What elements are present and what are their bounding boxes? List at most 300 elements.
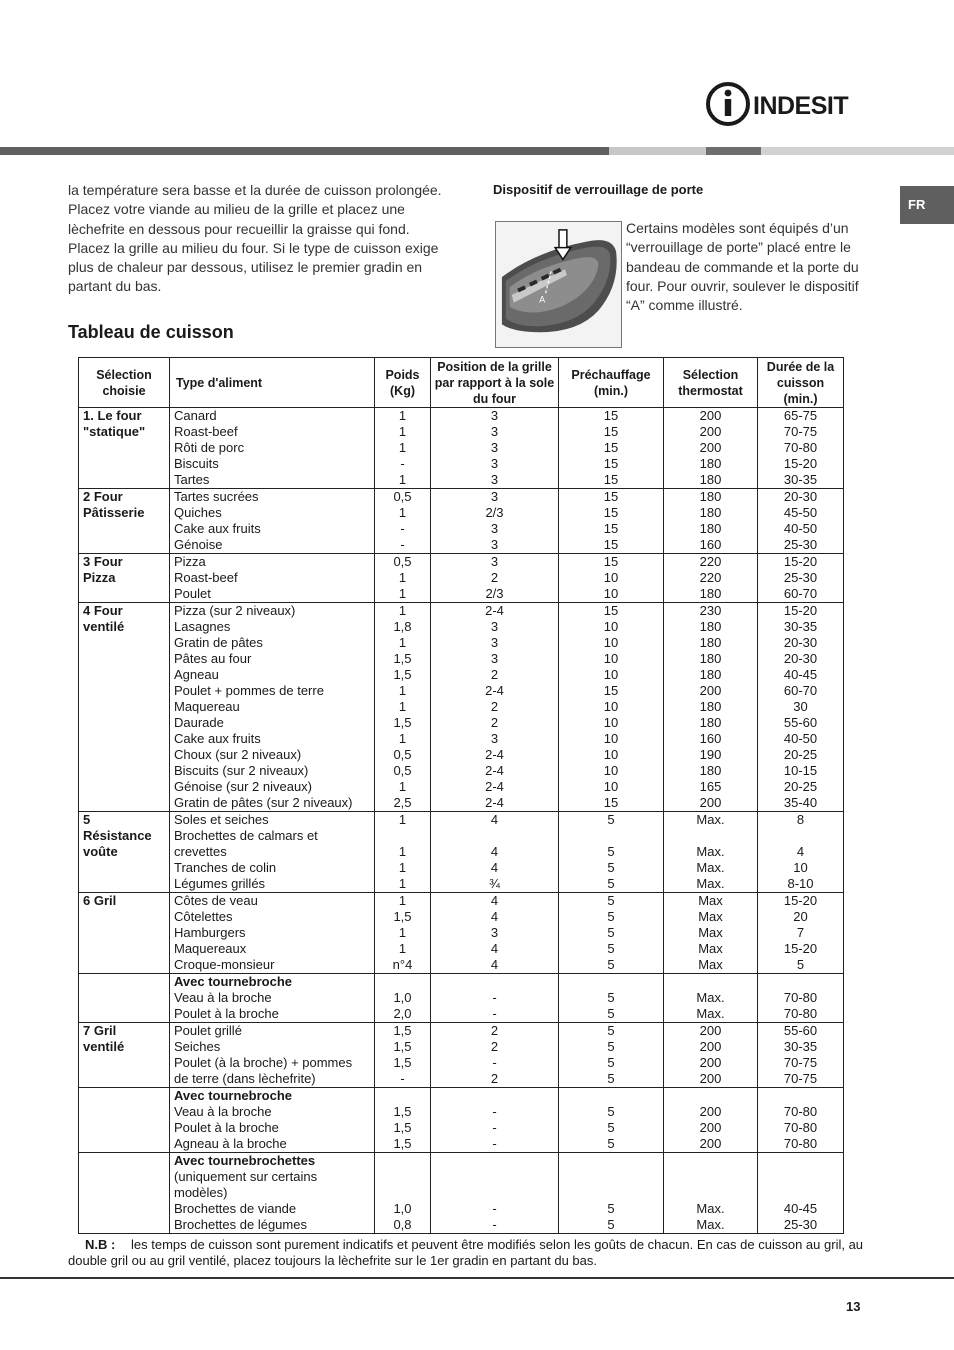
duration-value: 20 xyxy=(793,909,808,924)
weight-value: 1 xyxy=(398,731,407,746)
thermostat-value: Max. xyxy=(696,990,725,1005)
cell-food xyxy=(170,408,375,489)
preheat-value: 10 xyxy=(603,779,619,794)
position-value: ¾ xyxy=(489,876,500,891)
header-duration: Durée de la cuisson (min.) xyxy=(758,358,844,408)
position-value: 4 xyxy=(490,941,499,956)
preheat-value: 5 xyxy=(607,1104,615,1119)
duration-value: 8-10 xyxy=(787,876,814,891)
preheat-value: 10 xyxy=(603,715,619,730)
food-value: Roast-beef xyxy=(174,424,238,439)
mode-line: ventilé xyxy=(83,619,125,634)
position-value: 2-4 xyxy=(485,795,504,810)
preheat-value: 5 xyxy=(607,893,615,908)
sub-header: Avec tournebroche xyxy=(174,974,292,989)
duration-value: 15-20 xyxy=(783,941,818,956)
thermostat-value: 200 xyxy=(699,1071,722,1086)
position-value: 3 xyxy=(490,472,499,487)
position-value: 2 xyxy=(490,1023,499,1038)
mode-line: 3 Four xyxy=(83,554,123,569)
weight-value: 1,5 xyxy=(393,715,412,730)
preheat-value: 5 xyxy=(607,941,615,956)
weight-value: 1 xyxy=(398,603,407,618)
weight-value: 1,5 xyxy=(393,1039,412,1054)
position-value: 3 xyxy=(490,408,499,423)
food-value: Veau à la broche xyxy=(174,990,272,1005)
thermostat-value: 180 xyxy=(699,472,722,487)
duration-value: 20-30 xyxy=(783,635,818,650)
food-value: Rôti de porc xyxy=(174,440,245,455)
preheat-value: 5 xyxy=(607,1217,615,1232)
weight-value: 0,5 xyxy=(393,747,412,762)
thermostat-value: 180 xyxy=(699,521,722,536)
mode-line: 1. Le four xyxy=(83,408,142,423)
food-value: Roast-beef xyxy=(174,570,238,585)
thermostat-value: 200 xyxy=(699,1023,722,1038)
table-row xyxy=(79,974,844,1023)
cell-thermostat xyxy=(664,1153,758,1234)
thermostat-value: 200 xyxy=(699,1120,722,1135)
duration-value: 70-80 xyxy=(783,1120,818,1135)
position-value: 3 xyxy=(490,651,499,666)
weight-value: 1,0 xyxy=(393,990,412,1005)
duration-value: 60-70 xyxy=(783,683,818,698)
food-value: Choux (sur 2 niveaux) xyxy=(174,747,302,762)
weight-value: 2,5 xyxy=(393,795,412,810)
position-value: 2-4 xyxy=(485,747,504,762)
cell-position xyxy=(431,1023,559,1088)
cell-position xyxy=(431,812,559,893)
food-value: crevettes xyxy=(174,844,227,859)
weight-value: n°4 xyxy=(392,957,413,972)
cell-mode xyxy=(79,603,170,812)
preheat-value: 5 xyxy=(607,1023,615,1038)
thermostat-value: Max. xyxy=(696,876,725,891)
preheat-value xyxy=(563,1169,659,1185)
food-value: Cake aux fruits xyxy=(174,731,261,746)
thermostat-value: 180 xyxy=(699,715,722,730)
position-value: - xyxy=(492,990,497,1005)
cell-thermostat xyxy=(664,893,758,974)
preheat-value: 5 xyxy=(607,909,615,924)
food-value: Pizza (sur 2 niveaux) xyxy=(174,603,296,618)
cell-duration xyxy=(758,1153,844,1234)
cell-position xyxy=(431,1088,559,1153)
cell-position xyxy=(431,974,559,1023)
thermostat-value xyxy=(668,828,753,844)
mode-line: 6 Gril xyxy=(83,893,117,908)
cell-weight xyxy=(375,1023,431,1088)
table-row xyxy=(79,893,844,974)
preheat-value: 5 xyxy=(607,812,615,827)
position-value: 2-4 xyxy=(485,763,504,778)
spacer-line xyxy=(379,1153,426,1169)
table-header-row xyxy=(79,358,844,408)
table-row xyxy=(79,489,844,554)
cell-preheat xyxy=(559,1088,664,1153)
indesit-logo xyxy=(706,80,872,128)
food-value: Tartes xyxy=(174,472,210,487)
cell-food xyxy=(170,812,375,893)
food-value: Côtes de veau xyxy=(174,893,258,908)
language-tab: FR xyxy=(900,186,954,224)
cell-food xyxy=(170,1088,375,1153)
brand-name: INDESIT xyxy=(753,92,849,120)
cell-duration xyxy=(758,554,844,603)
table-row xyxy=(79,408,844,489)
duration-value: 8 xyxy=(796,812,805,827)
thermostat-value: 160 xyxy=(699,537,722,552)
position-value: 3 xyxy=(490,635,499,650)
duration-value: 5 xyxy=(796,957,805,972)
cell-thermostat xyxy=(664,1088,758,1153)
position-value: 3 xyxy=(490,521,499,536)
cell-weight xyxy=(375,489,431,554)
cell-food xyxy=(170,489,375,554)
duration-value: 20-25 xyxy=(783,779,818,794)
preheat-value: 10 xyxy=(603,619,619,634)
duration-value: 40-50 xyxy=(783,731,818,746)
lock-label-a: A xyxy=(539,294,546,305)
cell-food xyxy=(170,1153,375,1234)
cell-duration xyxy=(758,974,844,1023)
thermostat-value: Max xyxy=(698,909,723,924)
thermostat-value: 180 xyxy=(699,651,722,666)
weight-value: 1 xyxy=(398,779,407,794)
mode-line: voûte xyxy=(83,844,118,859)
duration-value: 40-45 xyxy=(783,667,818,682)
header-preheat: Préchauffage (min.) xyxy=(559,358,664,408)
position-value: 3 xyxy=(490,619,499,634)
page-number: 13 xyxy=(846,1299,861,1314)
spacer-line xyxy=(435,974,554,990)
duration-value: 70-80 xyxy=(783,440,818,455)
weight-value: 1 xyxy=(398,844,407,859)
thermostat-value: 160 xyxy=(699,731,722,746)
duration-value: 70-75 xyxy=(783,424,818,439)
cell-food xyxy=(170,554,375,603)
thermostat-value xyxy=(668,1169,753,1185)
spacer-line xyxy=(379,1088,426,1104)
food-value: Croque-monsieur xyxy=(174,957,275,972)
table-row xyxy=(79,1088,844,1153)
food-value: de terre (dans lèchefrite) xyxy=(174,1071,316,1086)
cell-position xyxy=(431,893,559,974)
food-value: Biscuits xyxy=(174,456,219,471)
cell-duration xyxy=(758,893,844,974)
duration-value: 70-75 xyxy=(783,1055,818,1070)
preheat-value: 5 xyxy=(607,876,615,891)
preheat-value: 15 xyxy=(603,554,619,569)
weight-value xyxy=(379,828,426,844)
food-value: Brochettes de légumes xyxy=(174,1217,307,1232)
cell-mode xyxy=(79,1023,170,1088)
position-value: 2/3 xyxy=(485,505,504,520)
cell-preheat xyxy=(559,554,664,603)
cell-food xyxy=(170,1023,375,1088)
thermostat-value: 180 xyxy=(699,489,722,504)
duration-value xyxy=(762,1185,839,1201)
door-lock-text: Certains modèles sont équipés d’un “verrouillage de porte” placé entre le bandeau de commande et la porte du four. Pour ouvrir, soulever le dispositif “A” comme illustré. xyxy=(626,220,859,314)
position-value: 3 xyxy=(490,554,499,569)
cell-thermostat xyxy=(664,974,758,1023)
weight-value: 1,5 xyxy=(393,651,412,666)
table-row xyxy=(79,554,844,603)
duration-value: 35-40 xyxy=(783,795,818,810)
food-value: Canard xyxy=(174,408,217,423)
duration-value xyxy=(762,1169,839,1185)
duration-value: 70-80 xyxy=(783,1136,818,1151)
weight-value: - xyxy=(400,456,405,471)
cell-thermostat xyxy=(664,1023,758,1088)
food-value: Cake aux fruits xyxy=(174,521,261,536)
weight-value: 1 xyxy=(398,505,407,520)
food-value: Seiches xyxy=(174,1039,221,1054)
thermostat-value: 200 xyxy=(699,683,722,698)
spacer-line xyxy=(668,974,753,990)
duration-value: 30-35 xyxy=(783,1039,818,1054)
weight-value: 1 xyxy=(398,893,407,908)
weight-value xyxy=(379,1169,426,1185)
mode-line: ventilé xyxy=(83,1039,125,1054)
preheat-value: 10 xyxy=(603,651,619,666)
header-mode: Sélection choisie xyxy=(79,358,170,408)
food-value: Agneau à la broche xyxy=(174,1136,287,1151)
footer-rule xyxy=(0,1277,954,1279)
weight-value: 0,5 xyxy=(393,763,412,778)
cell-weight xyxy=(375,893,431,974)
weight-value: 1 xyxy=(398,408,407,423)
thermostat-value: 200 xyxy=(699,1136,722,1151)
position-value: - xyxy=(492,1104,497,1119)
cell-duration xyxy=(758,603,844,812)
preheat-value xyxy=(563,828,659,844)
door-lock-title: Dispositif de verrouillage de porte xyxy=(493,182,704,197)
preheat-value: 10 xyxy=(603,586,619,601)
food-value: Brochettes de viande xyxy=(174,1201,297,1216)
mode-line: Pâtisserie xyxy=(83,505,145,520)
thermostat-value: 230 xyxy=(699,603,722,618)
duration-value: 70-80 xyxy=(783,1006,818,1021)
cell-food xyxy=(170,603,375,812)
preheat-value: 15 xyxy=(603,683,619,698)
cell-duration xyxy=(758,812,844,893)
cell-thermostat xyxy=(664,408,758,489)
duration-value: 55-60 xyxy=(783,1023,818,1038)
position-value: 2-4 xyxy=(485,779,504,794)
position-value: 3 xyxy=(490,537,499,552)
header-weight: Poids (Kg) xyxy=(375,358,431,408)
duration-value: 65-75 xyxy=(783,408,818,423)
thermostat-value: Max xyxy=(698,957,723,972)
preheat-value: 5 xyxy=(607,860,615,875)
duration-value: 25-30 xyxy=(783,537,818,552)
preheat-value: 5 xyxy=(607,925,615,940)
sub-header: Avec tournebrochettes xyxy=(174,1153,316,1168)
spacer-line xyxy=(762,1153,839,1169)
food-value: Pizza xyxy=(174,554,206,569)
thermostat-value: 180 xyxy=(699,635,722,650)
duration-value: 30-35 xyxy=(783,472,818,487)
thermostat-value: 220 xyxy=(699,570,722,585)
spacer-line xyxy=(563,974,659,990)
position-value: 4 xyxy=(490,860,499,875)
thermostat-value: 180 xyxy=(699,667,722,682)
thermostat-value: 200 xyxy=(699,424,722,439)
preheat-value: 15 xyxy=(603,505,619,520)
header-thermostat: Sélection thermostat xyxy=(664,358,758,408)
preheat-value: 15 xyxy=(603,537,619,552)
position-value: 4 xyxy=(490,812,499,827)
thermostat-value: 180 xyxy=(699,763,722,778)
food-value: Poulet à la broche xyxy=(174,1120,279,1135)
preheat-value: 15 xyxy=(603,521,619,536)
position-value: 3 xyxy=(490,925,499,940)
food-value: Légumes grillés xyxy=(174,876,266,891)
preheat-value: 5 xyxy=(607,1136,615,1151)
food-value: Poulet (à la broche) + pommes xyxy=(174,1055,353,1070)
weight-value: 1 xyxy=(398,860,407,875)
cell-food xyxy=(170,893,375,974)
position-value: 2 xyxy=(490,1039,499,1054)
thermostat-value: 165 xyxy=(699,779,722,794)
position-value: 2 xyxy=(490,1071,499,1086)
cell-thermostat xyxy=(664,812,758,893)
duration-value: 25-30 xyxy=(783,1217,818,1232)
duration-value: 4 xyxy=(796,844,805,859)
food-value: Biscuits (sur 2 niveaux) xyxy=(174,763,309,778)
weight-value: 1,5 xyxy=(393,667,412,682)
cell-preheat xyxy=(559,603,664,812)
duration-value: 10 xyxy=(793,860,808,875)
weight-value: 1,5 xyxy=(393,1104,412,1119)
preheat-value: 15 xyxy=(603,489,619,504)
food-value: Génoise (sur 2 niveaux) xyxy=(174,779,313,794)
food-value: Côtelettes xyxy=(174,909,233,924)
position-value: 2-4 xyxy=(485,603,504,618)
food-value: Poulet à la broche xyxy=(174,1006,279,1021)
thermostat-value: 180 xyxy=(699,505,722,520)
duration-value: 20-30 xyxy=(783,489,818,504)
duration-value: 55-60 xyxy=(783,715,818,730)
spacer-line xyxy=(563,1153,659,1169)
cell-mode xyxy=(79,1088,170,1153)
thermostat-value xyxy=(668,1185,753,1201)
food-value: Maquereau xyxy=(174,699,240,714)
intro-paragraph: la température sera basse et la durée de cuisson prolongée. Placez votre viande au milieu de la grille et placez une lèchefrite en dessous pour recueillir la graisse qui fond. Placez la grille au milieu du four. Si le type de cuisson exige plus de chaleur par dessous, utilisez le premier gradin en partant du bas. xyxy=(68,182,442,295)
spacer-line xyxy=(668,1153,753,1169)
preheat-value: 15 xyxy=(603,408,619,423)
table-row xyxy=(79,603,844,812)
thermostat-value: Max. xyxy=(696,1006,725,1021)
preheat-value: 5 xyxy=(607,1006,615,1021)
preheat-value: 5 xyxy=(607,1120,615,1135)
cell-mode xyxy=(79,489,170,554)
position-value xyxy=(435,828,554,844)
cell-position xyxy=(431,408,559,489)
food-value: Agneau xyxy=(174,667,219,682)
preheat-value: 10 xyxy=(603,699,619,714)
food-value: Poulet grillé xyxy=(174,1023,242,1038)
header-position: Position de la grille par rapport à la sole du four xyxy=(431,358,559,408)
food-value: Brochettes de calmars et xyxy=(174,828,318,843)
table-row xyxy=(79,1023,844,1088)
position-value: - xyxy=(492,1006,497,1021)
weight-value: 0,5 xyxy=(393,554,412,569)
position-value: - xyxy=(492,1055,497,1070)
position-value xyxy=(435,1185,554,1201)
food-value: Poulet xyxy=(174,586,211,601)
weight-value: 1,5 xyxy=(393,1023,412,1038)
preheat-value: 15 xyxy=(603,456,619,471)
cell-mode xyxy=(79,893,170,974)
spacer-line xyxy=(435,1153,554,1169)
preheat-value: 15 xyxy=(603,603,619,618)
thermostat-value: 200 xyxy=(699,795,722,810)
thermostat-value: Max. xyxy=(696,860,725,875)
weight-value: 1 xyxy=(398,635,407,650)
food-value: Tartes sucrées xyxy=(174,489,259,504)
weight-value: 1,0 xyxy=(393,1201,412,1216)
thermostat-value: Max. xyxy=(696,844,725,859)
preheat-value: 5 xyxy=(607,1055,615,1070)
thermostat-value: 180 xyxy=(699,586,722,601)
cell-mode xyxy=(79,408,170,489)
duration-value: 15-20 xyxy=(783,456,818,471)
thermostat-value: Max xyxy=(698,941,723,956)
position-value: - xyxy=(492,1201,497,1216)
thermostat-value: Max xyxy=(698,893,723,908)
position-value: 2 xyxy=(490,715,499,730)
mode-line: Résistance xyxy=(83,828,152,843)
position-value: 2/3 xyxy=(485,586,504,601)
position-value: 3 xyxy=(490,456,499,471)
duration-value: 40-50 xyxy=(783,521,818,536)
mode-line: Pizza xyxy=(83,570,116,585)
food-value: Veau à la broche xyxy=(174,1104,272,1119)
table-row xyxy=(79,1153,844,1234)
preheat-value: 10 xyxy=(603,667,619,682)
position-value: 3 xyxy=(490,489,499,504)
food-value: Quiches xyxy=(174,505,222,520)
weight-value: 1,8 xyxy=(393,619,412,634)
preheat-value: 10 xyxy=(603,635,619,650)
duration-value: 70-80 xyxy=(783,990,818,1005)
food-value: Daurade xyxy=(174,715,224,730)
food-value: (uniquement sur certains xyxy=(174,1169,318,1184)
cell-preheat xyxy=(559,489,664,554)
thermostat-value: Max. xyxy=(696,1217,725,1232)
position-value: 2 xyxy=(490,699,499,714)
duration-value xyxy=(762,828,839,844)
duration-value: 20-30 xyxy=(783,651,818,666)
header-food: Type d'aliment xyxy=(170,358,375,408)
cell-thermostat xyxy=(664,554,758,603)
preheat-value: 5 xyxy=(607,1071,615,1086)
weight-value: 1 xyxy=(398,683,407,698)
duration-value: 40-45 xyxy=(783,1201,818,1216)
food-value: Pâtes au four xyxy=(174,651,252,666)
weight-value: 1 xyxy=(398,570,407,585)
thermostat-value: 180 xyxy=(699,619,722,634)
weight-value: 1,5 xyxy=(393,1136,412,1151)
cell-position xyxy=(431,1153,559,1234)
weight-value: 0,5 xyxy=(393,489,412,504)
table-row xyxy=(79,812,844,893)
position-value: - xyxy=(492,1217,497,1232)
cell-duration xyxy=(758,408,844,489)
mode-line: 4 Four xyxy=(83,603,123,618)
